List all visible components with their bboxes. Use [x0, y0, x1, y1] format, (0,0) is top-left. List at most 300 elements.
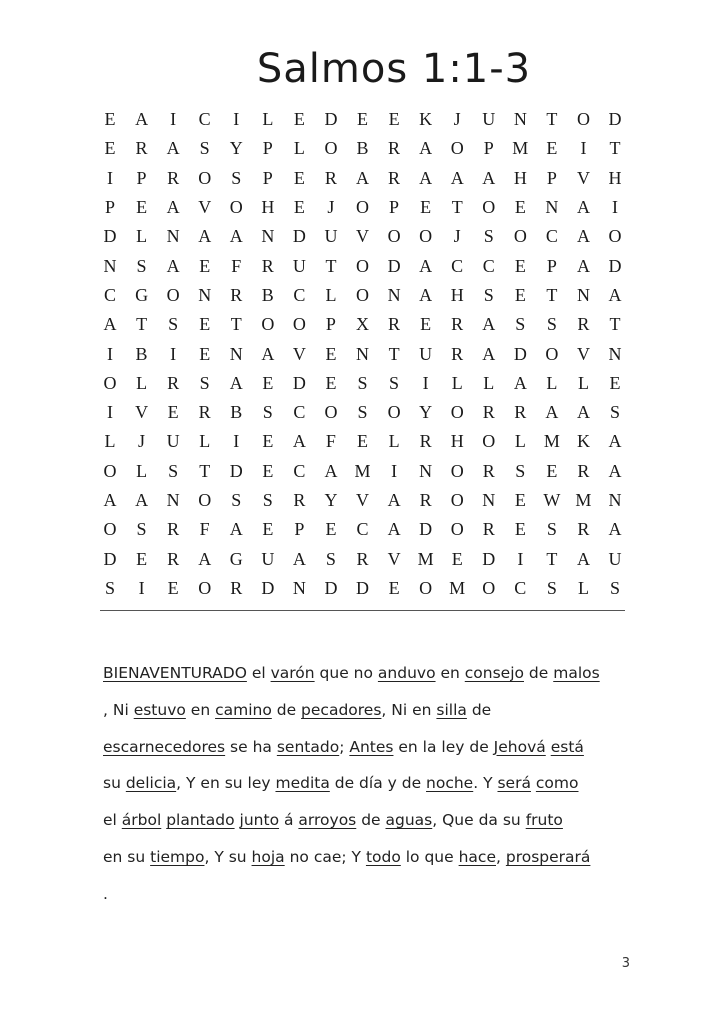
grid-letter: S [483, 226, 494, 247]
grid-letter: T [325, 255, 337, 276]
grid-letter: S [357, 402, 368, 423]
grid-letter: U [292, 255, 306, 276]
underlined-word: junto [239, 811, 280, 830]
grid-letter: I [138, 577, 145, 598]
divider [100, 610, 625, 611]
grid-letter: D [324, 109, 338, 130]
grid-letter: D [513, 343, 527, 364]
grid-letter: O [482, 431, 496, 452]
grid-letter: V [198, 197, 212, 218]
grid-letter: R [514, 402, 527, 423]
grid-letter: M [449, 577, 466, 598]
grid-letter: R [577, 314, 590, 335]
grid-letter: O [198, 577, 212, 598]
grid-letter: A [166, 197, 180, 218]
grid-letter: R [451, 314, 464, 335]
grid-row [100, 544, 625, 573]
grid-letter: N [608, 343, 622, 364]
grid-letter: R [451, 343, 464, 364]
grid-letter: C [293, 460, 306, 481]
grid-letter: A [229, 226, 243, 247]
grid-letter: O [450, 519, 464, 540]
grid-row [100, 486, 625, 515]
grid-letter: L [136, 372, 148, 393]
grid-letter: N [292, 577, 306, 598]
passage-line [103, 839, 623, 876]
grid-letter: R [482, 519, 495, 540]
passage-line [103, 876, 623, 913]
grid-letter: O [450, 138, 464, 159]
grid-letter: O [103, 372, 117, 393]
passage-text: , Que da su [432, 811, 526, 830]
grid-letter: O [450, 490, 464, 510]
grid-row [100, 193, 625, 222]
grid-letter: P [262, 138, 273, 159]
grid-letter: A [608, 284, 622, 305]
grid-letter: S [199, 138, 210, 159]
grid-letter: S [168, 460, 179, 481]
grid-letter: S [199, 372, 210, 393]
grid-letter: I [233, 109, 240, 130]
grid-letter: S [609, 577, 620, 598]
grid-letter: E [136, 197, 148, 218]
grid-letter: H [450, 431, 464, 452]
grid-letter: S [609, 402, 620, 423]
grid-letter: A [292, 431, 306, 452]
underlined-word: BIENAVENTURADO [103, 664, 247, 682]
underlined-word: varón [270, 664, 315, 682]
grid-row [100, 515, 625, 544]
grid-letter: T [451, 197, 463, 218]
grid-letter: O [356, 197, 369, 218]
grid-letter: E [514, 284, 526, 305]
grid-letter: S [483, 284, 494, 305]
underlined-word: tiempo [150, 847, 205, 866]
grid-letter: L [577, 577, 589, 598]
grid-letter: E [325, 519, 337, 540]
grid-letter: N [545, 197, 559, 218]
grid-letter: V [292, 343, 306, 364]
grid-letter: D [292, 372, 306, 393]
grid-letter: I [107, 402, 113, 423]
grid-letter: A [198, 548, 212, 569]
grid-letter: M [512, 138, 529, 159]
grid-letter: U [261, 548, 275, 569]
grid-letter: P [389, 197, 400, 218]
grid-row [100, 457, 625, 486]
grid-letter: S [546, 519, 557, 540]
passage-text: de día y de [329, 774, 427, 793]
grid-letter: C [451, 255, 464, 276]
grid-letter: S [325, 548, 336, 569]
underlined-word: como [535, 774, 579, 793]
grid-letter: Y [419, 402, 433, 423]
grid-letter: R [388, 138, 401, 159]
grid-letter: N [419, 460, 433, 481]
passage-text: , Ni en [381, 700, 437, 719]
grid-row [100, 310, 625, 339]
page-title: Salmos 1:1-3 [256, 46, 532, 92]
grid-letter: J [453, 226, 461, 247]
grid-letter: B [261, 284, 274, 305]
grid-letter: C [514, 577, 527, 598]
grid-letter: E [199, 343, 211, 364]
grid-letter: U [166, 431, 180, 452]
grid-letter: E [262, 431, 274, 452]
passage-text: , Y en su ley [176, 774, 276, 793]
grid-letter: A [387, 490, 401, 510]
grid-letter: M [354, 460, 371, 481]
underlined-word: será [497, 774, 531, 793]
grid-letter: R [577, 460, 590, 481]
grid-letter: J [453, 109, 461, 130]
grid-letter: V [135, 402, 149, 423]
grid-letter: U [419, 343, 433, 364]
grid-letter: N [261, 226, 275, 247]
grid-letter: C [198, 109, 211, 130]
grid-letter: D [482, 548, 496, 569]
passage-text: el [103, 811, 122, 830]
grid-letter: T [609, 138, 621, 159]
grid-letter: E [293, 197, 305, 218]
grid-letter: O [387, 226, 401, 247]
grid-letter: O [103, 460, 117, 481]
grid-letter: E [388, 109, 400, 130]
grid-letter: E [104, 109, 116, 130]
grid-letter: V [356, 226, 369, 247]
passage-text: de [524, 664, 554, 682]
grid-letter: V [356, 490, 369, 510]
passage-text: de [466, 700, 492, 719]
grid-letter: N [356, 343, 369, 364]
grid-letter: H [261, 197, 275, 218]
grid-letter: T [546, 548, 558, 569]
grid-row [100, 369, 625, 398]
grid-letter: O [482, 197, 496, 218]
grid-letter: R [167, 167, 180, 188]
underlined-word: malos [553, 664, 600, 682]
grid-letter: O [545, 343, 559, 364]
grid-letter: E [514, 490, 526, 510]
grid-letter: C [482, 255, 495, 276]
grid-letter: I [580, 138, 587, 159]
passage-text: á [279, 811, 299, 830]
grid-letter: O [292, 314, 306, 335]
grid-letter: F [325, 431, 336, 452]
grid-letter: R [356, 548, 369, 569]
grid-letter: S [515, 460, 526, 481]
passage-text: que no [314, 664, 378, 682]
grid-letter: L [262, 109, 274, 130]
grid-letter: F [199, 519, 210, 540]
grid-letter: E [262, 519, 274, 540]
grid-letter: L [136, 226, 148, 247]
grid-letter: O [261, 314, 275, 335]
grid-letter: L [451, 372, 463, 393]
grid-letter: Y [324, 490, 338, 510]
grid-letter: E [388, 577, 400, 598]
grid-letter: J [138, 431, 146, 452]
grid-letter: A [356, 167, 369, 188]
grid-letter: O [387, 402, 401, 423]
passage-text: su [103, 774, 126, 793]
grid-letter: O [576, 109, 590, 130]
grid-letter: A [292, 548, 306, 569]
grid-letter: M [575, 490, 592, 510]
grid-letter: O [419, 226, 433, 247]
grid-letter: R [261, 255, 274, 276]
grid-letter: M [543, 431, 560, 452]
grid-letter: N [576, 284, 590, 305]
passage-text: de [356, 811, 386, 830]
grid-letter: E [293, 167, 305, 188]
grid-letter: L [104, 431, 116, 452]
grid-letter: N [513, 109, 527, 130]
grid-letter: R [167, 372, 180, 393]
word-search-grid [100, 105, 625, 603]
grid-letter: I [107, 167, 113, 188]
grid-letter: P [104, 197, 115, 218]
grid-letter: H [513, 167, 527, 188]
grid-letter: E [420, 314, 432, 335]
grid-letter: N [482, 490, 496, 510]
grid-letter: E [199, 255, 211, 276]
grid-letter: R [324, 167, 337, 188]
grid-letter: L [293, 138, 305, 159]
grid-letter: D [608, 255, 622, 276]
grid-letter: A [576, 226, 590, 247]
grid-letter: C [356, 519, 369, 540]
grid-letter: H [450, 284, 464, 305]
grid-letter: E [325, 372, 337, 393]
underlined-word: está [550, 737, 584, 756]
grid-row [100, 222, 625, 251]
grid-letter: A [576, 548, 590, 569]
passage-text: en [435, 664, 465, 682]
grid-letter: A [103, 314, 117, 335]
underlined-word: Antes [349, 737, 394, 756]
grid-letter: T [230, 314, 242, 335]
grid-letter: O [324, 402, 338, 423]
grid-letter: A [419, 167, 433, 188]
grid-letter: A [419, 138, 433, 159]
grid-letter: A [513, 372, 527, 393]
scripture-passage [103, 655, 623, 913]
grid-letter: A [261, 343, 275, 364]
grid-letter: E [136, 548, 148, 569]
grid-letter: D [387, 255, 401, 276]
underlined-word: todo [365, 847, 401, 866]
grid-letter: E [357, 431, 368, 452]
passage-line [103, 729, 623, 766]
passage-text: en [185, 700, 216, 719]
underlined-word: fruto [525, 811, 563, 830]
grid-letter: A [482, 167, 496, 188]
grid-letter: O [482, 577, 496, 598]
grid-letter: R [388, 314, 401, 335]
grid-letter: B [230, 402, 243, 423]
grid-letter: A [419, 284, 433, 305]
passage-line [103, 765, 623, 802]
grid-letter: E [104, 138, 116, 159]
grid-letter: O [229, 197, 243, 218]
grid-letter: T [136, 314, 148, 335]
grid-letter: I [170, 343, 177, 364]
grid-letter: S [136, 255, 147, 276]
grid-letter: L [136, 460, 148, 481]
underlined-word: sentado [276, 737, 340, 756]
grid-letter: E [262, 460, 274, 481]
grid-letter: R [293, 490, 306, 510]
grid-letter: I [517, 548, 524, 569]
grid-letter: N [608, 490, 622, 510]
grid-letter: E [262, 372, 274, 393]
grid-letter: A [482, 343, 496, 364]
grid-letter: V [576, 343, 590, 364]
grid-letter: F [231, 255, 242, 276]
grid-letter: R [482, 460, 495, 481]
grid-letter: E [514, 255, 526, 276]
grid-letter: K [576, 431, 590, 452]
grid-letter: I [612, 197, 618, 218]
grid-letter: D [324, 577, 338, 598]
grid-letter: E [420, 197, 432, 218]
grid-letter: A [166, 255, 180, 276]
grid-row [100, 339, 625, 368]
grid-letter: O [324, 138, 338, 159]
grid-letter: N [166, 490, 180, 510]
grid-letter: S [546, 577, 557, 598]
grid-letter: P [483, 138, 494, 159]
grid-letter: L [577, 372, 589, 393]
underlined-word: delicia [125, 774, 177, 793]
grid-letter: S [136, 519, 147, 540]
grid-row [100, 398, 625, 427]
grid-letter: N [387, 284, 401, 305]
grid-letter: N [198, 284, 212, 305]
grid-letter: M [417, 548, 434, 569]
grid-letter: E [609, 372, 621, 393]
underlined-word: árbol [121, 811, 162, 830]
underlined-word: pecadores [301, 700, 382, 719]
grid-letter: A [545, 402, 559, 423]
underlined-word: aguas [385, 811, 433, 830]
grid-letter: R [577, 519, 590, 540]
grid-letter: O [198, 490, 212, 510]
grid-letter: A [229, 372, 243, 393]
grid-letter: L [388, 431, 400, 452]
grid-letter: D [419, 519, 433, 540]
grid-letter: N [229, 343, 243, 364]
grid-letter: I [233, 431, 240, 452]
grid-letter: W [543, 490, 561, 510]
grid-letter: C [293, 402, 306, 423]
grid-letter: R [419, 431, 432, 452]
grid-letter: O [450, 460, 464, 481]
grid-letter: S [262, 402, 273, 423]
grid-letter: O [103, 519, 117, 540]
grid-letter: O [198, 167, 212, 188]
grid-letter: S [104, 577, 115, 598]
passage-line [103, 692, 623, 729]
passage-text: en su [103, 847, 151, 866]
grid-letter: R [388, 167, 401, 188]
grid-letter: D [261, 577, 275, 598]
grid-letter: S [389, 372, 400, 393]
grid-letter: O [166, 284, 180, 305]
grid-letter: G [229, 548, 243, 569]
grid-letter: A [576, 197, 590, 218]
grid-letter: R [198, 402, 211, 423]
grid-letter: A [450, 167, 464, 188]
grid-letter: T [388, 343, 400, 364]
grid-letter: B [356, 138, 369, 159]
grid-letter: O [419, 577, 433, 598]
grid-letter: D [356, 577, 369, 598]
grid-letter: S [357, 372, 368, 393]
grid-letter: A [324, 460, 338, 481]
grid-letter: V [576, 167, 590, 188]
grid-letter: O [513, 226, 527, 247]
grid-letter: S [168, 314, 179, 335]
grid-letter: E [325, 343, 337, 364]
grid-letter: L [325, 284, 337, 305]
passage-text: , Ni [103, 700, 134, 719]
underlined-word: plantado [166, 811, 235, 830]
passage-line [103, 655, 623, 692]
grid-letter: H [608, 167, 622, 188]
grid-letter: C [545, 226, 558, 247]
grid-letter: O [450, 402, 464, 423]
grid-letter: K [419, 109, 433, 130]
underlined-word: Jehová [493, 737, 546, 756]
grid-row [100, 251, 625, 280]
grid-letter: S [262, 490, 273, 510]
passage-text: . [103, 884, 108, 903]
passage-text: el [246, 664, 271, 682]
grid-letter: D [103, 548, 117, 569]
grid-letter: P [546, 167, 557, 188]
grid-letter: A [419, 255, 433, 276]
grid-letter: A [103, 490, 117, 510]
grid-letter: X [356, 314, 369, 335]
grid-letter: E [167, 577, 179, 598]
page-number: 3 [621, 956, 630, 971]
grid-row [100, 281, 625, 310]
grid-letter: E [546, 460, 558, 481]
grid-letter: Y [229, 138, 243, 159]
grid-letter: R [419, 490, 432, 510]
grid-row [100, 134, 625, 163]
grid-letter: D [103, 226, 117, 247]
grid-letter: G [135, 284, 149, 305]
grid-letter: N [166, 226, 180, 247]
grid-letter: E [293, 109, 305, 130]
grid-letter: R [230, 284, 243, 305]
grid-letter: A [576, 402, 590, 423]
underlined-word: consejo [464, 664, 524, 682]
grid-letter: C [293, 284, 306, 305]
grid-letter: A [229, 519, 243, 540]
grid-letter: U [608, 548, 622, 569]
passage-text: , Y su [204, 847, 252, 866]
passage-text: ; [339, 737, 350, 756]
grid-letter: O [356, 255, 369, 276]
grid-letter: L [199, 431, 211, 452]
grid-letter: A [198, 226, 212, 247]
grid-letter: E [514, 519, 526, 540]
grid-letter: R [167, 548, 180, 569]
